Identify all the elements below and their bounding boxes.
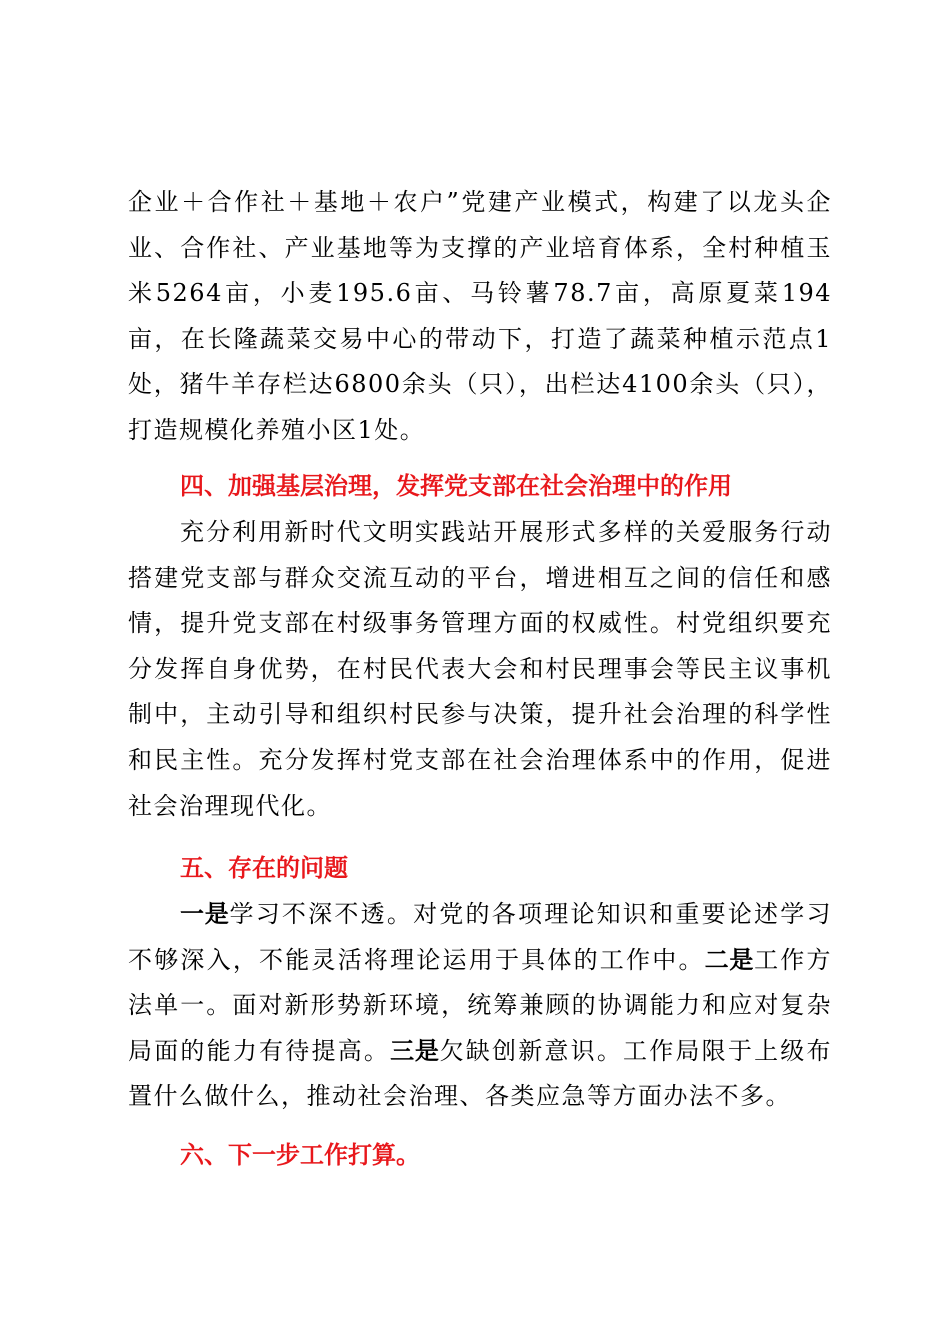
problem-text-2: 工作方法单一。面对新形势新环境，统筹兼顾的协调能力和应对复杂局面的能力有待提高。 — [128, 945, 833, 1065]
paragraph-problems — [128, 892, 832, 1120]
problem-lead-1: 一是 — [180, 900, 230, 928]
section-heading-5: 五、存在的问题 — [180, 854, 348, 882]
section-heading-4: 四、加强基层治理，发挥党支部在社会治理中的作用 — [180, 472, 732, 500]
section-heading-6: 六、下一步工作打算。 — [180, 1141, 420, 1169]
problem-lead-3: 三是 — [390, 1036, 440, 1065]
paragraph-grassroots-governance: 充分利用新时代文明实践站开展形式多样的关爱服务行动搭建党支部与群众交流互动的平台，增进相互之间的信任和感情，提升党支部在村级事务管理方面的权威性。村党组织要充分发挥自身优势，在村民代表大会和村民理事会等民主议事机制中，主动引导和组织村民参与决策，提升社会治理的科学性和民主性。充分发挥村党支部在社会治理体系中的作用，促进社会治理现代化。 — [128, 518, 832, 820]
paragraph-industry-model: 企业＋合作社＋基地＋农户”党建产业模式，构建了以龙头企业、合作社、产业基地等为支撑的产业培育体系，全村种植玉米5264亩，小麦195.6亩、马铃薯78.7亩，高原夏菜194亩，在长隆蔬菜交易中心的带动下，打造了蔬菜种植示范点1处，猪牛羊存栏达6800余头（只），出栏达4100余头（只），打造规模化养殖小区1处。 — [128, 188, 832, 444]
problem-text-3: 欠缺创新意识。工作局限于上级布置什么做什么，推动社会治理、各类应急等方面办法不多。 — [128, 1036, 833, 1111]
problem-text-1: 学习不深不透。对党的各项理论知识和重要论述学习不够深入，不能灵活将理论运用于具体的工作中。 — [128, 900, 833, 974]
problem-lead-2: 二是 — [704, 945, 755, 974]
